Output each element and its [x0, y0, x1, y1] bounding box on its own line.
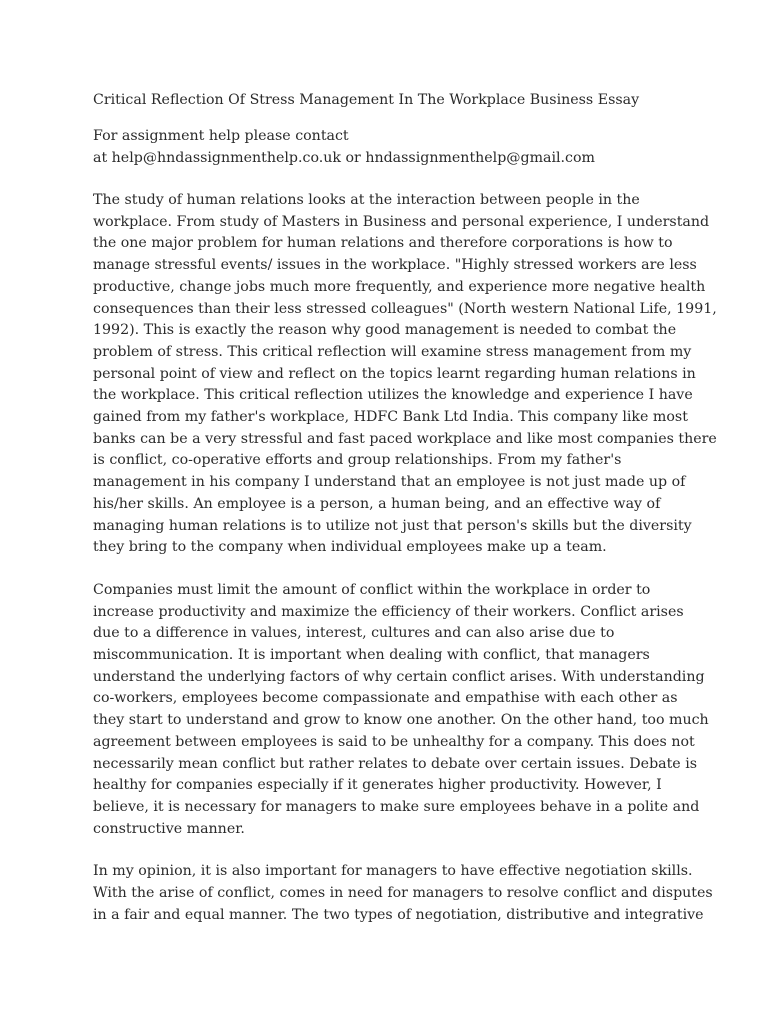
paragraph-line: is conflict, co-operative efforts and group relationships. From my father's	[93, 452, 622, 469]
paragraph-line: miscommunication. It is important when dealing with conflict, that managers	[93, 647, 650, 664]
paragraph-line: the workplace. This critical reflection utilizes the knowledge and experience I have	[93, 387, 693, 404]
paragraph-line: the one major problem for human relations and therefore corporations is how to	[93, 235, 673, 252]
paragraph-line: understand the underlying factors of why certain conflict arises. With understanding	[93, 668, 705, 685]
paragraph-line: agreement between employees is said to be unhealthy for a company. This does not	[93, 733, 695, 750]
paragraph	[93, 580, 713, 840]
paragraph-line: The study of human relations looks at the interaction between people in the	[93, 192, 640, 208]
paragraph-line: his/her skills. An employee is a person, a human being, and an effective way of	[93, 495, 661, 512]
contact-line-1: For assignment help please contact	[93, 128, 349, 144]
paragraph-line: believe, it is necessary for managers to make sure employees behave in a polite and	[93, 798, 700, 815]
paragraph-line: productive, change jobs much more frequently, and experience more negative health	[93, 278, 706, 295]
paragraph-line: healthy for companies especially if it generates higher productivity. However, I	[93, 777, 662, 794]
paragraph-line: they start to understand and grow to know one another. On the other hand, too much	[93, 712, 709, 729]
paragraph-line: managing human relations is to utilize not just that person's skills but the diversity	[93, 517, 692, 534]
paragraph-line: With the arise of conflict, comes in need for managers to resolve conflict and disputes	[93, 885, 713, 902]
paragraph-line: 1992). This is exactly the reason why good management is needed to combat the	[93, 322, 677, 339]
paragraph-line: problem of stress. This critical reflection will examine stress management from my	[93, 343, 692, 360]
paragraph	[93, 190, 717, 559]
paragraph-line: In my opinion, it is also important for managers to have effective negotiation skills.	[93, 863, 693, 880]
paragraph-line: co-workers, employees become compassionate and empathise with each other as	[93, 690, 678, 707]
paragraph-line: banks can be a very stressful and fast paced workplace and like most companies there	[93, 430, 717, 447]
paragraph-line: increase productivity and maximize the efficiency of their workers. Conflict arises	[93, 603, 684, 620]
document-title: Critical Reflection Of Stress Management In The Workplace Business Essay	[93, 92, 640, 108]
paragraph-line: consequences than their less stressed colleagues" (North western National Life, 1991,	[93, 300, 717, 317]
paragraph-line: workplace. From study of Masters in Business and personal experience, I understand	[93, 213, 710, 230]
paragraph-line: management in his company I understand that an employee is not just made up of	[93, 474, 686, 491]
paragraph	[93, 861, 713, 926]
contact-info	[93, 125, 713, 169]
paragraph-line: constructive manner.	[93, 820, 245, 837]
paragraph-line: gained from my father's workplace, HDFC Bank Ltd India. This company like most	[93, 409, 688, 426]
paragraph-line: in a fair and equal manner. The two types of negotiation, distributive and integrative	[93, 906, 704, 923]
paragraph-line: manage stressful events/ issues in the workplace. "Highly stressed workers are less	[93, 257, 697, 274]
essay-body	[93, 190, 717, 927]
contact-line-2: at help@hndassignmenthelp.co.uk or hndassignmenthelp@gmail.com	[93, 150, 596, 166]
paragraph-line: necessarily mean conflict but rather relates to debate over certain issues. Debate is	[93, 755, 698, 772]
paragraph-line: Companies must limit the amount of conflict within the workplace in order to	[93, 581, 651, 598]
paragraph-line: they bring to the company when individual employees make up a team.	[93, 539, 607, 556]
paragraph-line: personal point of view and reflect on the topics learnt regarding human relations in	[93, 365, 696, 382]
document-page	[93, 89, 717, 948]
paragraph-line: due to a difference in values, interest, cultures and can also arise due to	[93, 625, 615, 642]
